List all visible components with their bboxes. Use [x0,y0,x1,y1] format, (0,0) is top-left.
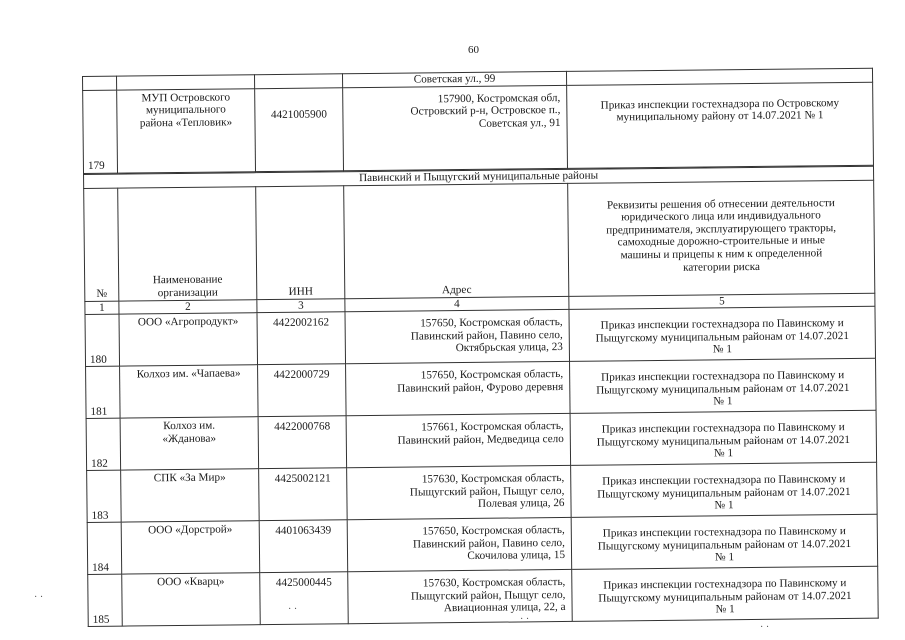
address: 157650, Костромская область, Павинский район, Фурово деревня [346,362,571,416]
document-page [82,68,878,627]
previous-table [82,68,874,174]
scan-noise: · · [520,614,530,625]
table-row [85,306,876,366]
scan-noise: · · [760,622,770,633]
organization-name: Колхоз им. «Жданова» [120,417,259,470]
row-number: 184 [87,522,122,574]
continuation-address: Советская ул., 99 [342,71,566,87]
organization-name: СПК «За Мир» [121,469,260,522]
inn-value: 4425000445 [260,572,349,625]
row-number: 182 [86,418,121,470]
table-row [87,514,878,574]
decision-requisites: Приказ инспекции гостехнадзора по Павинскому и Пыщугскому муниципальным районам от 14.07.2021 № 1 [571,462,878,517]
table-row [83,82,874,173]
inn-value: 4422002162 [257,312,346,365]
main-table [83,165,879,627]
header-row [84,180,875,301]
inn-value: 4421005900 [255,87,344,171]
address: 157650, Костромская область, Павинский район, Павино село, Октябрьская улица, 23 [345,310,570,364]
organization-name: ООО «Кварц» [122,573,261,626]
header-requisites: Реквизиты решения об отнесении деятельности юридического лица или индивидуального предпринимателя, эксплуатирующего тракторы, самоходные дорожно-строительные и иные машины и прицепы к ним к определенной категории риска [568,180,875,296]
decision-requisites: Приказ инспекции гостехнадзора по Павинскому и Пыщугскому муниципальным районам от 14.07.2021 № 1 [569,306,876,361]
inn-value: 4401063439 [259,520,348,573]
organization-name: МУП Островского муниципального района «Тепловик» [117,88,256,172]
decision-requisites: Приказ инспекции гостехнадзора по Павинскому и Пыщугскому муниципальным районам от 14.07.2021 № 1 [570,410,877,465]
header-organization: Наименование организации [118,186,257,300]
row-number: 180 [85,314,120,366]
address: 157900, Костромская обл, Островский р-н, Островское п., Советская ул., 91 [343,85,568,170]
inn-value: 4422000729 [258,364,347,417]
table-row [87,462,878,522]
header-address: Адрес [344,183,569,298]
column-index: 4 [345,296,569,312]
header-number: № [84,188,119,301]
inn-value: 4425002121 [259,468,348,521]
column-index: 3 [257,298,345,313]
decision-requisites: Приказ инспекции гостехнадзора по Островскому муниципальному району от 14.07.2021 № 1 [567,82,874,168]
column-index: 1 [85,301,119,315]
table-body [85,306,878,626]
inn-value: 4422000768 [258,416,347,469]
table-row [88,566,879,626]
row-number: 183 [87,470,122,522]
address: 157630, Костромская область, Пыщугский район, Пыщуг село, Авиационная улица, 22, а [348,570,573,624]
page-number: 60 [468,44,479,56]
organization-name: ООО «Дорстрой» [121,521,260,574]
organization-name: ООО «Агропродукт» [119,313,258,366]
column-index: 5 [569,293,875,310]
row-number: 181 [86,366,121,418]
row-number: 179 [83,90,118,173]
table-row [86,358,877,418]
address: 157650, Костромская область, Павинский район, Павино село, Скочилова улица, 15 [347,518,572,572]
table-row [86,410,877,470]
decision-requisites: Приказ инспекции гостехнадзора по Павинскому и Пыщугскому муниципальным районам от 14.07.2021 № 1 [571,514,878,569]
address: 157661, Костромская область, Павинский район, Медведица село [346,414,571,468]
organization-name: Колхоз им. «Чапаева» [120,365,259,418]
row-number: 185 [88,574,123,626]
column-index: 2 [119,299,257,314]
section-title: Павинский и Пыщугский муниципальные районы [84,166,874,188]
header-inn: ИНН [256,185,345,299]
address: 157630, Костромская область, Пыщугский район, Пыщуг село, Полевая улица, 26 [347,466,572,520]
decision-requisites: Приказ инспекции гостехнадзора по Павинскому и Пыщугскому муниципальным районам от 14.07.2021 № 1 [572,566,879,621]
decision-requisites: Приказ инспекции гостехнадзора по Павинскому и Пыщугскому муниципальным районам от 14.07.2021 № 1 [570,358,877,413]
scan-noise: · · [34,592,44,603]
scan-noise: · · [288,604,298,615]
